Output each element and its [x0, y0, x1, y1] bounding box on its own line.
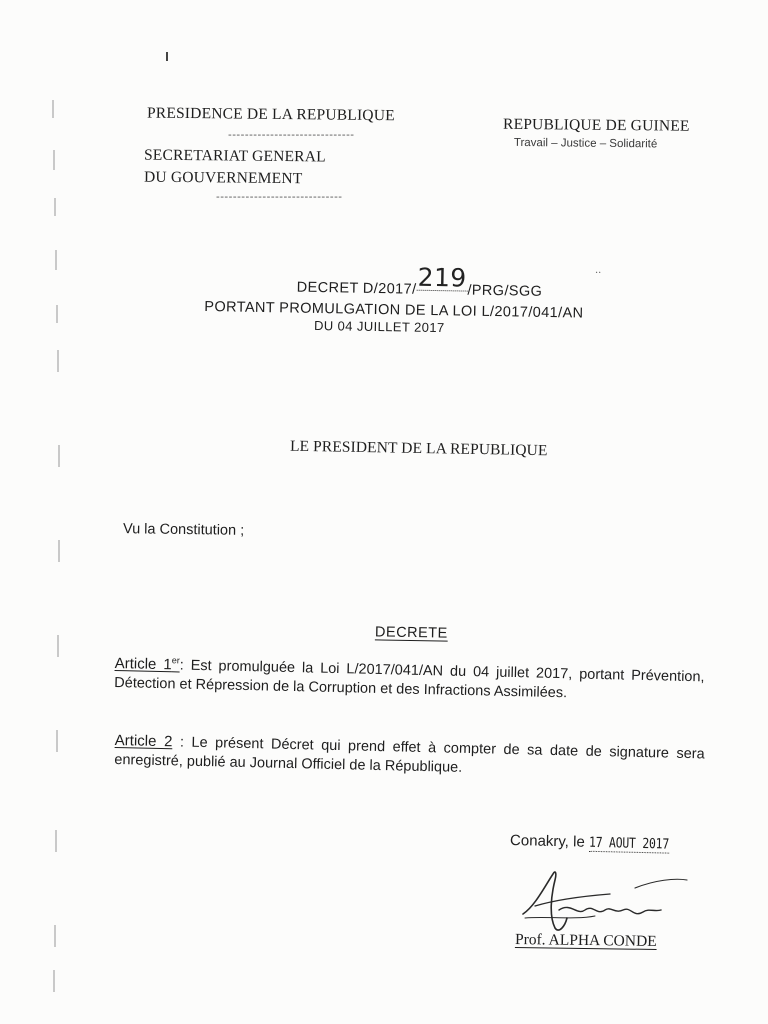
decree-subject-line2: DU 04 JUILLET 2017: [313, 317, 445, 336]
decree-number-line: [205, 262, 675, 303]
republic-title: REPUBLIQUE DE GUINEE: [502, 115, 690, 135]
decree-suffix: /PRG/SGG: [467, 282, 543, 300]
handwritten-decree-number: 219: [417, 262, 467, 293]
scan-artifact: [166, 52, 168, 61]
article-1: [114, 650, 705, 706]
scan-artifact-dots: ··: [595, 268, 602, 279]
national-motto: Travail – Justice – Solidarité: [513, 136, 658, 151]
header-separator: ------------------------------: [228, 128, 355, 141]
article-2: [114, 731, 705, 783]
decree-subject-line1: PORTANT PROMULGATION DE LA LOI L/2017/041/AN: [204, 298, 584, 322]
presidence-title: PRESIDENCE DE LA REPUBLIQUE: [146, 104, 395, 125]
article-1-text: : Est promulguée la Loi L/2017/041/AN du 04 juillet 2017, portant Prévention, Détection et Répression de la Corruption et des Infractions Assimilées.: [114, 657, 705, 702]
date-stamp: 17 AOUT 2017: [588, 834, 670, 853]
handwritten-signature: [515, 866, 695, 938]
header-left: [100, 104, 460, 202]
decrete-heading: DECRETE: [374, 624, 448, 642]
secretariat-line2: DU GOUVERNEMENT: [143, 168, 303, 188]
place-and-date: [510, 832, 687, 854]
signer-name: Prof. ALPHA CONDE: [514, 931, 657, 950]
president-heading: LE PRESIDENT DE LA REPUBLIQUE: [289, 437, 548, 460]
scan-margin-marks: [52, 100, 72, 1000]
article-2-text: : Le présent Décret qui prend effet à compter de sa date de signature sera enregistré, publié au Journal Officiel de la République.: [114, 734, 705, 776]
place-label: Conakry, le: [509, 832, 585, 851]
vu-constitution: Vu la Constitution ;: [122, 521, 245, 539]
article-1-label: Article 1er: [114, 654, 180, 674]
secretariat-line1: SECRETARIAT GENERAL: [143, 146, 326, 166]
header-separator: ------------------------------: [216, 190, 343, 203]
article-2-label: Article 2: [114, 731, 173, 751]
decree-reference: [204, 262, 675, 339]
decree-prefix: DECRET D/2017/: [296, 279, 417, 298]
header-right: [503, 114, 733, 151]
